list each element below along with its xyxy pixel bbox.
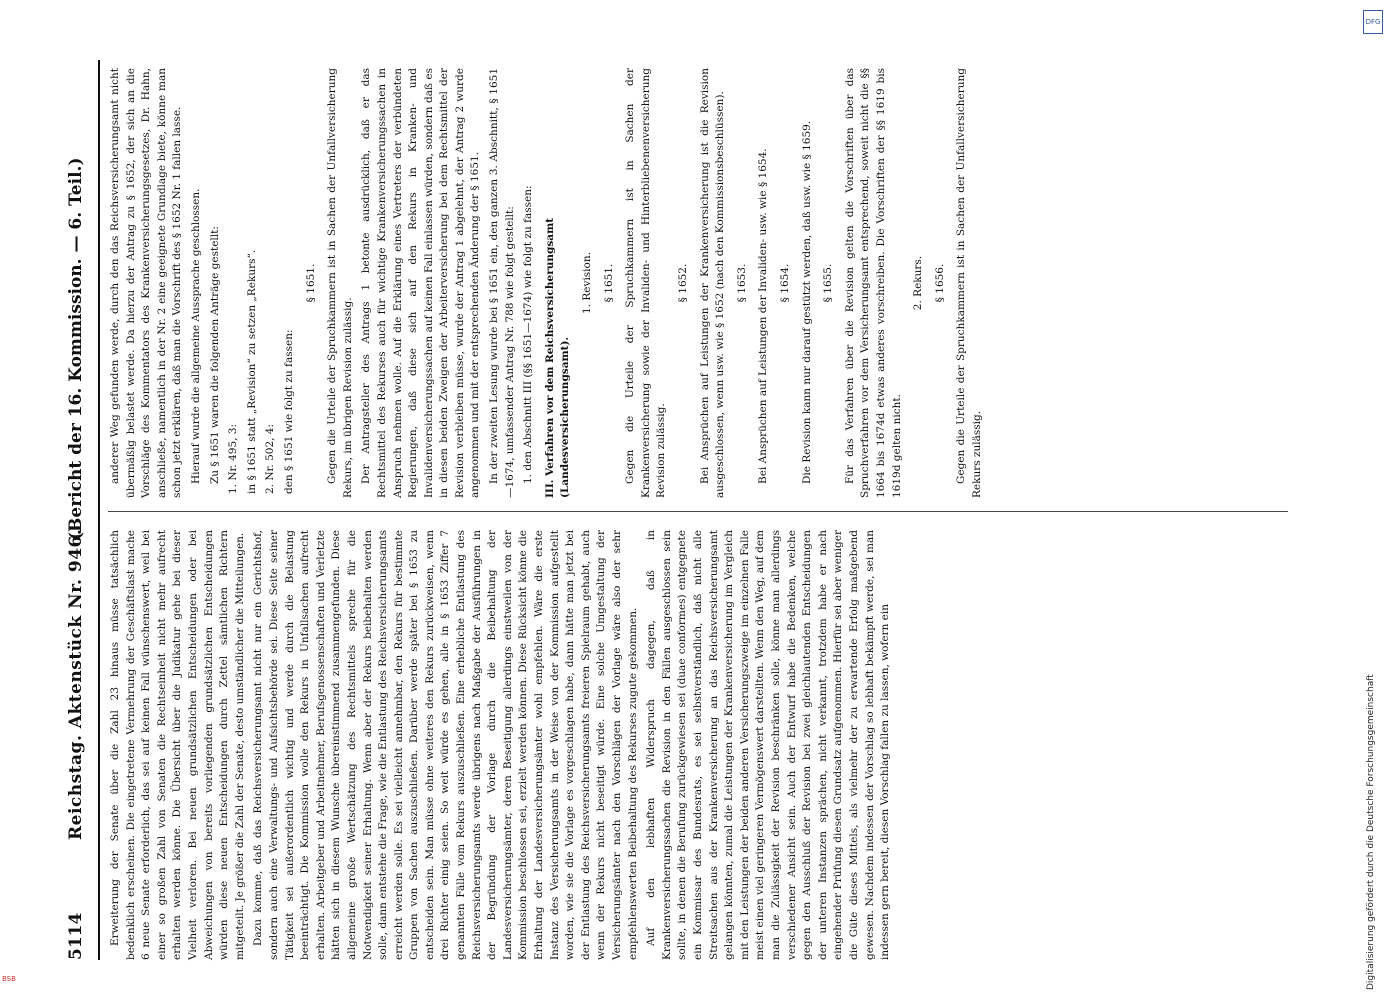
left-column xyxy=(108,530,897,960)
list-item: in § 1651 statt „Revision“ zu setzen „Rekurs“. xyxy=(245,249,258,494)
subsection-heading: 2. Rekurs. xyxy=(912,255,925,311)
section-number: § 1655. xyxy=(822,263,835,303)
section-number: § 1654. xyxy=(778,263,791,303)
digitization-note xyxy=(1364,400,1378,1000)
list-item: 1. Nr. 495, 3: xyxy=(227,423,240,494)
page-number: 5114 xyxy=(66,912,86,960)
running-title: Reichstag. Aktenstück Nr. 946. xyxy=(66,528,86,840)
dfg-logo: DFG xyxy=(1363,10,1383,34)
subsection-heading: 1. Revision. xyxy=(581,252,594,314)
paragraph: Auf den lebhaften Widerspruch dagegen, daß in Krankenversicherungssachen die Revision in den Fällen ausgeschlossen sein sollte, in denen die Berufung zurückgewiesen sei (duae conformes) entgegnete ein Kommissar des Bundesrats, es sei selbstverständlich, daß nicht alle Streitsachen aus der Krankenversicherung an das Reichsversicherungsamt gelangen könnten, zumal die Leistungen der Krankenversicherung im Vergleich mit den Leistungen der beiden anderen Versicherungszweige im einzelnen Falle meist einen viel geringeren Vermögenswert darstellten. Wenn den Weg, auf dem man die Zulässigkeit der Revision beschränken solle, könne man allerdings verschiedener Ansicht sein. Auch der Entwurf habe die Bedenken, welche gegen den Ausschluß der Revision bei zwei gleichlautenden Entscheidungen der unteren Instanzen sprächen, nicht verkannt, trotzdem habe er nach eingehender Prüfung diesen Grundsatz aufgenommen. Hierfür sei aber weniger die Güte dieses Mittels, als vielmehr der zu erwartende Erfolg maßgebend gewesen. Nachdem indessen der Vorschlag so lebhaft bekämpft werde, sei man indessen gern bereit, diesen Vorschlag fallen zu lassen, wofern ein xyxy=(645,530,892,960)
paragraph: Der Antragsteller des Antrags 1 betonte ausdrücklich, daß er das Rechtsmittel des Rekurses auch für wichtige Krankenversicherungssachen in Anspruch nehmen wolle. Auf die Erklärung eines Vertreters der verbündeten Regierungen, daß diese sich auf den Rekurs in Kranken- und Invalidenversicherungssachen auf keinen Fall einlassen würden, sondern daß es in diesen beiden Zweigen der Arbeiterversicherung bei dem Rechtsmittel der Revision verbleiben müsse, wurde der Antrag 1 abgelehnt, der Antrag 2 wurde angenommen und mit der entsprechenden Änderung der § 1651. xyxy=(360,68,482,498)
section-heading: III. Verfahren vor dem Reichsversicherungsamt (Landesversicherungsamt). xyxy=(543,217,572,498)
paragraph: Bei Ansprüchen auf Leistungen der Invaliden- usw. wie § 1654. xyxy=(757,148,770,484)
paragraph: Zu § 1651 waren die folgenden Anträge gestellt: xyxy=(208,226,221,484)
section-number: § 1651. xyxy=(304,263,317,303)
right-column xyxy=(108,68,989,498)
paragraph: In der zweiten Lesung wurde bei § 1651 ein, den ganzen 3. Abschnitt, § 1651—1674, umfassender Antrag Nr. 788 wie folgt gestellt: xyxy=(488,68,516,498)
paragraph: 1. den Abschnitt III (§§ 1651—1674) wie folgt zu fassen: xyxy=(522,185,535,484)
page-header xyxy=(60,60,100,960)
section-number: § 1652. xyxy=(677,263,689,303)
paragraph: Gegen die Urteile der Spruchkammern ist in Sachen der Unfallversicherung Rekurs zulässig. xyxy=(955,68,983,498)
paragraph: Hierauf wurde die allgemeine Aussprache geschlossen. xyxy=(189,188,202,484)
list-item: 2. Nr. 502, 4: xyxy=(264,423,277,494)
paragraph: anderer Weg gefunden werde, durch den das Reichsversicherungsamt nicht übermäßig belastet werde. Da hierzu der Antrag zu § 1652, der sich an die Vorschläge des Kommentators des Krankenversicherungsgesetzes, Dr. Hahn, anschließe, namentlich in der Nr. 2 eine geeignete Grundlage biete, könne man schon jetzt erklären, daß man die Vorschrift des § 1652 Nr. 1 fallen lasse. xyxy=(109,68,184,498)
paragraph: Gegen die Urteile der Spruchkammern ist in Sachen der Krankenversicherung sowie der Invaliden- und Hinterbliebenenversicherung Revision zulässig. xyxy=(624,68,668,498)
paragraph: Dazu komme, daß das Reichsversicherungsamt nicht nur ein Gerichtshof, sondern auch eine Verwaltungs- und Aufsichtsbehörde sei. Diese Seite seiner Tätigkeit sei außerordentlich wichtig und werde durch die Belastung beeinträchtigt. Die Kommission wolle den Rekurs in Unfallsachen aufrecht erhalten. Arbeitgeber und Arbeitnehmer, Berufsgenossenschaften und Verletzte hätten sich in diesem Wunsche übereinstimmend zusammengefunden. Diese allgemeine große Wertschätzung des Rechtsmittels spreche für die Notwendigkeit seiner Erhaltung. Wenn aber der Rekurs beibehalten werden solle, dann entstehe die Frage, wie die Entlastung des Reichsversicherungsamts erreicht werden solle. Es sei vielleicht annehmbar, den Rekurs für bestimmte Gruppen von Sachen auszuschließen. Darüber werde später bei § 1653 zu entscheiden sein. Man müsse ohne weiteres den Rekurs zurückweisen, wenn drei Richter einig seien. So weit würde es gehen, alle in § 1653 Ziffer 7 genannten Fälle vom Rekurs auszuschließen. Eine erhebliche Entlastung des Reichsversicherungsamts werde übrigens nach Maßgabe der Ausführungen in der Begründung der Vorlage durch die Beibehaltung der Landesversicherungsämter, deren Beseitigung allerdings einstweilen von der Kommission beschlossen sei, erzielt werden können. Diese Rücksicht könne die Erhaltung der Landesversicherungsämter wohl empfehlen. Wäre die erste Instanz des Versicherungsamts in der Weise von der Kommission aufgestellt worden, wie sie die Vorlage es vorgeschlagen habe, dann hätte man jetzt bei der Entlastung des Reichsversicherungsamts freieren Spielraum gehabt, auch wenn der Rekurs nicht beseitigt würde. Eine solche Umgestaltung der Versicherungsämter nach den Vorschlägen der Vorlage wäre also der sehr empfehlenswerten Beibehaltung des Rekurses zugute gekommen. xyxy=(252,530,639,960)
section-number: § 1651. xyxy=(602,263,615,303)
paragraph: Für das Verfahren über die Revision gelten die Vorschriften über das Spruchverfahren vor dem Versicherungsamt entsprechend, soweit nicht die §§ 1664 bis 1674d etwas anderes vorschreiben. Die Vorschriften der §§ 1619 bis 1619d gelten nicht. xyxy=(843,68,903,498)
digitization-note-text: Digitalisierung gefördert durch die Deutsche Forschungsgemeinschaft xyxy=(1366,674,1376,990)
part-title: (Bericht der 16. Kommission. — 6. Teil.) xyxy=(66,157,86,540)
paragraph: Bei Ansprüchen auf Leistungen der Krankenversicherung ist die Revision ausgeschlossen, wenn usw. wie § 1652 (nach den Kommissionsbeschlüssen). xyxy=(698,68,727,498)
rotated-page-content xyxy=(60,60,1350,960)
paragraph: Erweiterung der Senate über die Zahl 23 hinaus müsse tatsächlich bedenklich erscheinen. Die eingetretene Vermehrung der Geschäftslast mache 6 neue Senate erforderlich, das sei auf keinen Fall wünschenswert, weil bei einer so großen Zahl von Senaten die Rechtseinheit nicht mehr aufrecht erhalten werden könne. Die Übersicht über die Judikatur gehe bei dieser Vielheit verloren. Bei neuen grundsätzlichen Entscheidungen oder bei Abweichungen von bereits vorliegenden grundsätzlichen Entscheidungen würden diese neuen Entscheidungen durch Zettel sämtlichen Richtern mitgeteilt. Je größer die Zahl der Senate, desto umständlicher die Mitteilungen. xyxy=(109,530,246,960)
section-number: § 1656. xyxy=(933,263,946,303)
paragraph: Gegen die Urteile der Spruchkammern ist in Sachen der Unfallversicherung Rekurs, im übrigen Revision zulässig. xyxy=(326,68,354,498)
column-divider xyxy=(108,511,1288,512)
library-mark: BSB xyxy=(2,975,16,983)
list-item: den § 1651 wie folgt zu fassen: xyxy=(282,329,295,494)
paragraph: Die Revision kann nur darauf gestützt werden, daß usw. wie § 1659. xyxy=(800,120,813,484)
section-number: § 1653. xyxy=(735,263,748,303)
